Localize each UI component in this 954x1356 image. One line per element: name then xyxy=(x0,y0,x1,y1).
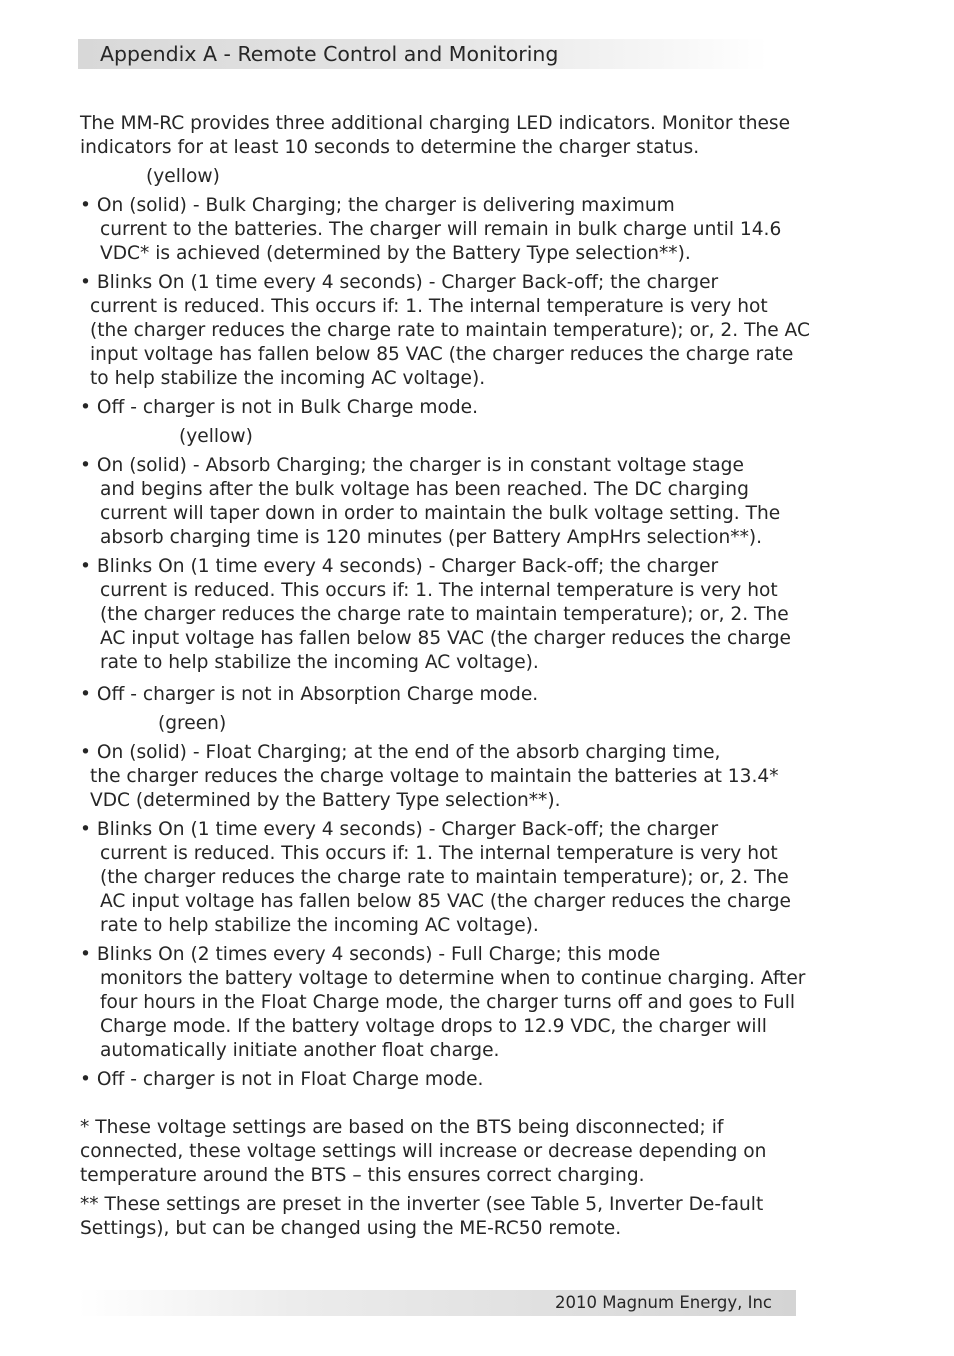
footer-copyright: 2010 Magnum Energy, Inc xyxy=(555,1293,772,1312)
led-color-label: (green) xyxy=(158,713,227,734)
bullet-lead: • Off - charger is not in Float Charge mode. xyxy=(80,1069,484,1090)
page-footer xyxy=(78,1290,796,1316)
bullet-lead: • On (solid) - Absorb Charging; the charger is in constant voltage stage xyxy=(80,455,744,476)
page-content xyxy=(80,112,810,1246)
bullet-continuation: current to the batteries. The charger will remain in bulk charge until 14.6 VDC* is achieved (determined by the Battery Type selection**). xyxy=(100,219,782,264)
intro-paragraph: The MM-RC provides three additional charging LED indicators. Monitor these indicators for at least 10 seconds to determine the charger status. xyxy=(80,113,791,158)
bullet-lead: • Blinks On (1 time every 4 seconds) - Charger Back-off; the charger xyxy=(80,272,719,293)
list-item xyxy=(80,818,810,938)
led-color-label: (yellow) xyxy=(179,426,253,447)
list-item xyxy=(80,943,810,1063)
led-color-label: (yellow) xyxy=(146,166,220,187)
bullet-lead: • Blinks On (1 time every 4 seconds) - Charger Back-off; the charger xyxy=(80,819,719,840)
list-item xyxy=(80,454,810,550)
bullet-continuation: and begins after the bulk voltage has been reached. The DC charging current will taper down in order to maintain the bulk voltage setting. The absorb charging time is 120 minutes (per Battery AmpHrs selection**). xyxy=(100,479,781,548)
list-item xyxy=(80,741,810,813)
bullet-continuation: current is reduced. This occurs if: 1. The internal temperature is very hot (the charger reduces the charge rate to maintain temperature); or, 2. The AC input voltage has fallen below 85 VAC (the charger reduces the charge rate to help stabilize the incoming AC voltage). xyxy=(90,296,810,389)
bullet-continuation: current is reduced. This occurs if: 1. The internal temperature is very hot (the charger reduces the charge rate to maintain temperature); or, 2. The AC input voltage has fallen below 85 VAC (the charger reduces the charge rate to help stabilize the incoming AC voltage). xyxy=(100,580,791,673)
bullet-continuation: the charger reduces the charge voltage to maintain the batteries at 13.4* VDC (determined by the Battery Type selection**). xyxy=(90,766,779,811)
bullet-lead: • Blinks On (1 time every 4 seconds) - Charger Back-off; the charger xyxy=(80,556,719,577)
bullet-lead: • Off - charger is not in Bulk Charge mode. xyxy=(80,397,479,418)
list-item xyxy=(80,1068,810,1092)
bullet-continuation: current is reduced. This occurs if: 1. The internal temperature is very hot (the charger reduces the charge rate to maintain temperature); or, 2. The AC input voltage has fallen below 85 VAC (the charger reduces the charge rate to help stabilize the incoming AC voltage). xyxy=(100,843,791,936)
list-item xyxy=(80,683,810,707)
bullet-lead: • Off - charger is not in Absorption Charge mode. xyxy=(80,684,539,705)
bullet-lead: • Blinks On (2 times every 4 seconds) - Full Charge; this mode xyxy=(80,944,661,965)
list-item xyxy=(80,555,810,675)
page-title: Appendix A - Remote Control and Monitoring xyxy=(100,42,559,66)
list-item xyxy=(80,271,810,391)
footnote-voltage: * These voltage settings are based on the BTS being disconnected; if connected, these voltage settings will increase or decrease depending on temperature around the BTS – this ensures correct charging. xyxy=(80,1117,767,1186)
bullet-lead: • On (solid) - Float Charging; at the end of the absorb charging time, xyxy=(80,742,721,763)
list-item xyxy=(80,194,810,266)
bullet-continuation: monitors the battery voltage to determine when to continue charging. After four hours in the Float Charge mode, the charger turns off and goes to Full Charge mode. If the battery voltage drops to 12.9 VDC, the charger will automatically initiate another float charge. xyxy=(100,968,806,1061)
footnote-presets: ** These settings are preset in the inverter (see Table 5, Inverter De-fault Settings), but can be changed using the ME-RC50 remote. xyxy=(80,1194,764,1239)
list-item xyxy=(80,396,810,420)
page-header xyxy=(78,39,768,69)
bullet-lead: • On (solid) - Bulk Charging; the charger is delivering maximum xyxy=(80,195,675,216)
